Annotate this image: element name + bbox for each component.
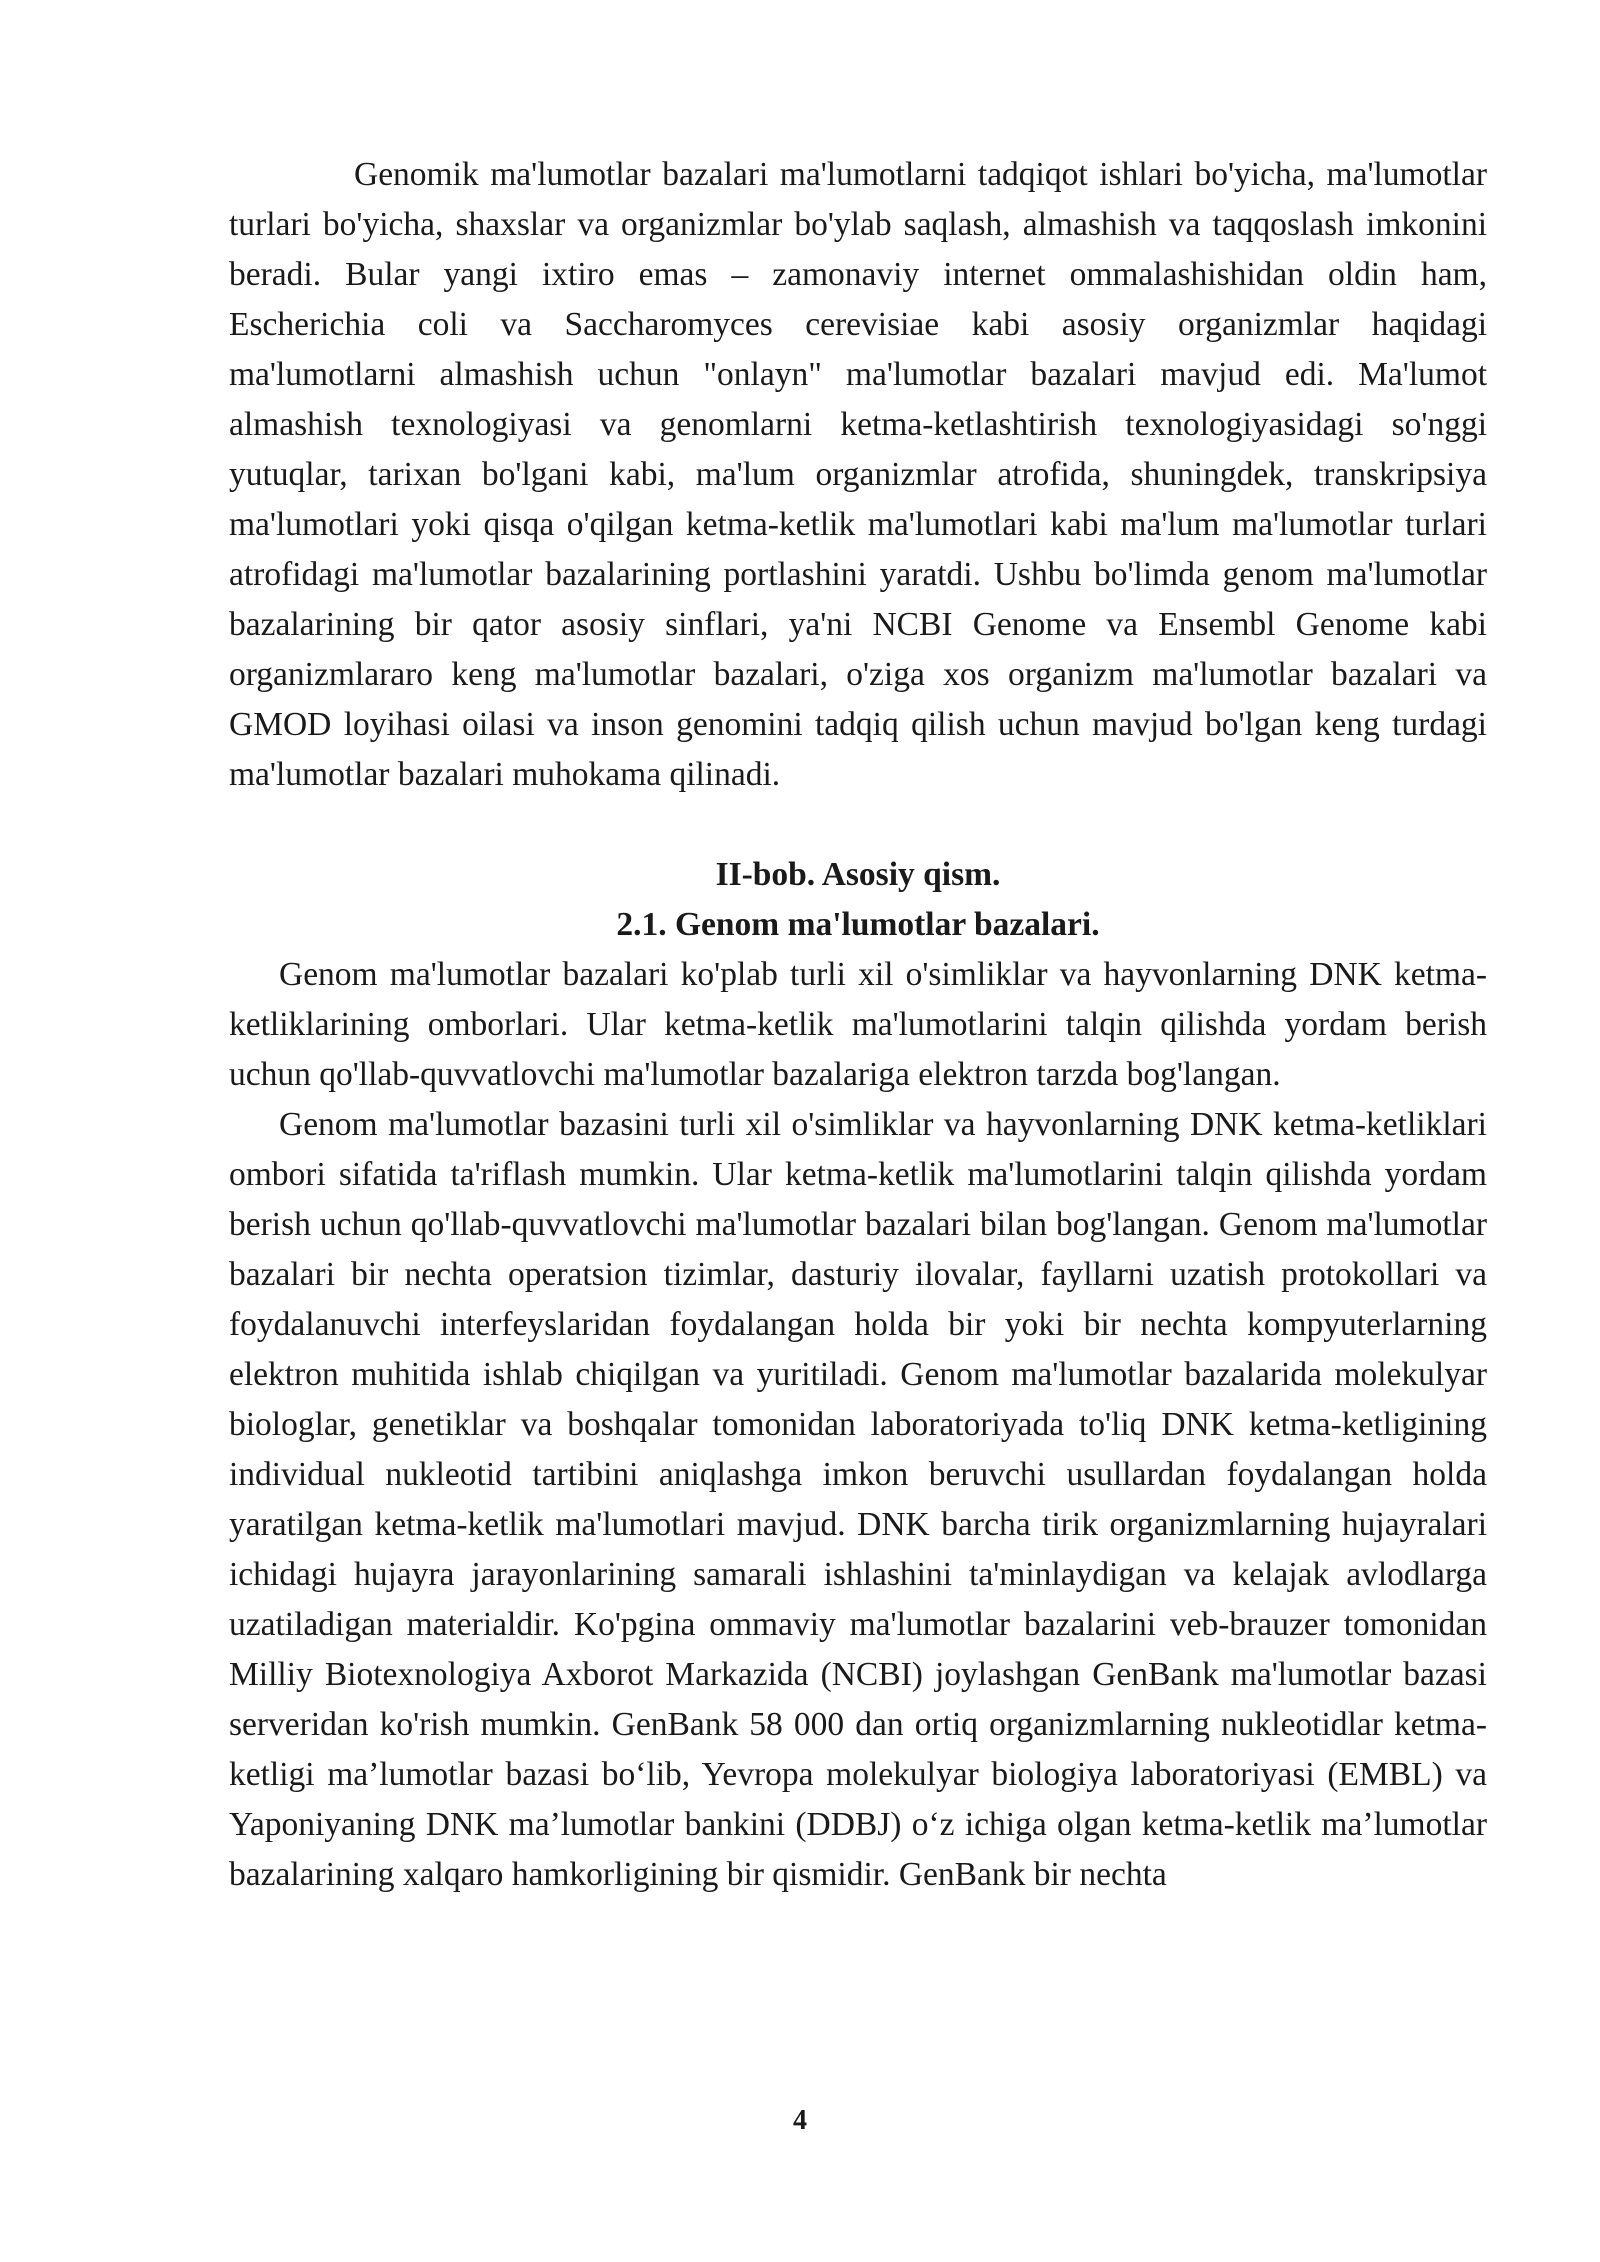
chapter-heading: II-bob. Asosiy qism. <box>715 856 1001 893</box>
section-heading: 2.1. Genom ma'lumotlar bazalari. <box>616 906 1100 943</box>
body-paragraph-2: Genom ma'lumotlar bazasini turli xil o'simliklar va hayvonlarning DNK ketma-ketliklari ombori sifatida ta'riflash mumkin. Ular ketma-ketlik ma'lumotlarini talqin qilishda yordam berish uchun qo'llab-quvvatlovchi ma'lumotlar bazalari bilan bog'langan. Genom ma'lumotlar bazalari bir nechta operatsion tizimlar, dasturiy ilovalar, fayllarni uzatish protokollari va foydalanuvchi interfeyslaridan foydalangan holda bir yoki bir nechta kompyuterlarning elektron muhitida ishlab chiqilgan va yuritiladi. Genom ma'lumotlar bazalarida molekulyar biologlar, genetiklar va boshqalar tomonidan laboratoriyada to'liq DNK ketma-ketligining individual nukleotid tartibini aniqlashga imkon beruvchi usullardan foydalangan holda yaratilgan ketma-ketlik ma'lumotlari mavjud. DNK barcha tirik organizmlarning hujayralari ichidagi hujayra jarayonlarining samarali ishlashini ta'minlaydigan va kelajak avlodlarga uzatiladigan materialdir. Ko'pgina ommaviy ma'lumotlar bazalarini veb-brauzer tomonidan Milliy Biotexnologiya Axborot Markazida (NCBI) joylashgan GenBank ma'lumotlar bazasi serveridan ko'rish mumkin. GenBank 58 000 dan ortiq organizmlarning nukleotidlar ketma-ketligi ma’lumotlar bazasi bo‘lib, Yevropa molekulyar biologiya laboratoriyasi (EMBL) va Yaponiyaning DNK ma’lumotlar bankini (DDBJ) o‘z ichiga olgan ketma-ketlik ma’lumotlar bazalarining xalqaro hamkorligining bir qismidir. GenBank bir nechta <box>229 1106 1487 1893</box>
intro-paragraph: Genomik ma'lumotlar bazalari ma'lumotlarni tadqiqot ishlari bo'yicha, ma'lumotlar turlari bo'yicha, shaxslar va organizmlar bo'ylab saqlash, almashish va taqqoslash imkonini beradi. Bular yangi ixtiro emas – zamonaviy internet ommalashishidan oldin ham, Escherichia coli va Saccharomyces cerevisiae kabi asosiy organizmlar haqidagi ma'lumotlarni almashish uchun "onlayn" ma'lumotlar bazalari mavjud edi. Ma'lumot almashish texnologiyasi va genomlarni ketma-ketlashtirish texnologiyasidagi so'nggi yutuqlar, tarixan bo'lgani kabi, ma'lum organizmlar atrofida, shuningdek, transkripsiya ma'lumotlari yoki qisqa o'qilgan ketma-ketlik ma'lumotlari kabi ma'lum ma'lumotlar turlari atrofidagi ma'lumotlar bazalarining portlashini yaratdi. Ushbu bo'limda genom ma'lumotlar bazalarining bir qator asosiy sinflari, ya'ni NCBI Genome va Ensembl Genome kabi organizmlararo keng ma'lumotlar bazalari, o'ziga xos organizm ma'lumotlar bazalari va GMOD loyihasi oilasi va inson genomini tadqiq qilish uchun mavjud bo'lgan keng turdagi ma'lumotlar bazalari muhokama qilinadi. <box>229 156 1487 793</box>
page-number: 4 <box>793 2105 807 2136</box>
page-content <box>229 150 1487 1900</box>
body-paragraph-1: Genom ma'lumotlar bazalari ko'plab turli xil o'simliklar va hayvonlarning DNK ketma-ketliklarining omborlari. Ular ketma-ketlik ma'lumotlarini talqin qilishda yordam berish uchun qo'llab-quvvatlovchi ma'lumotlar bazalariga elektron tarzda bog'langan. <box>229 956 1487 1093</box>
heading-block <box>229 850 1487 950</box>
